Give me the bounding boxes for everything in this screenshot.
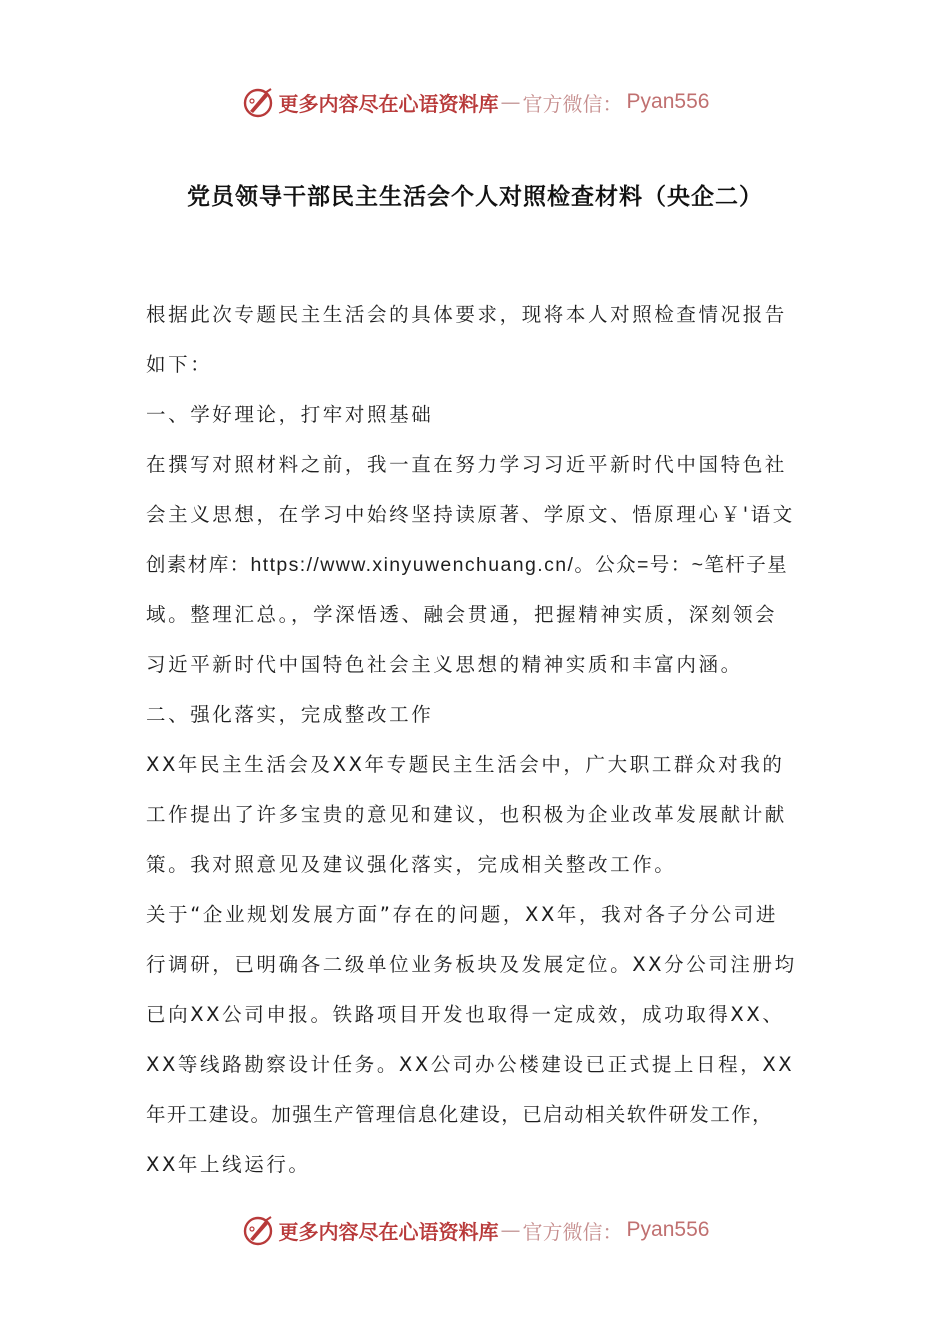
text-line: 已向XX公司申报。铁路项目开发也取得一定成效，成功取得XX、 bbox=[146, 1003, 785, 1026]
section-heading: 一、学好理论，打牢对照基础 bbox=[146, 403, 434, 426]
text-line: 策。我对照意见及建议强化落实，完成相关整改工作。 bbox=[146, 853, 677, 876]
banner-dash: — bbox=[500, 90, 521, 114]
text-line: 在撰写对照材料之前，我一直在努力学习习近平新时代中国特色社 bbox=[146, 453, 787, 476]
text-line: 域。整理汇总。，学深悟透、融会贯通，把握精神实质，深刻领会 bbox=[146, 603, 778, 626]
text-line: 关于“企业规划发展方面”存在的问题，XX年，我对各子分公司进 bbox=[146, 903, 778, 926]
section-heading: 二、强化落实，完成整改工作 bbox=[146, 703, 434, 726]
document-title: 党员领导干部民主生活会个人对照检查材料（央企二） bbox=[187, 184, 763, 210]
wechat-id: Pyan556 bbox=[626, 90, 710, 113]
footer-banner bbox=[0, 1208, 950, 1252]
text-line: XX年民主生活会及XX年专题民主生活会中，广大职工群众对我的 bbox=[146, 753, 785, 776]
banner-dash: — bbox=[500, 1218, 521, 1242]
text-line: 行调研，已明确各二级单位业务板块及发展定位。XX分公司注册均 bbox=[146, 953, 797, 976]
text-line: 年开工建设。加强生产管理信息化建设，已启动相关软件研发工作， bbox=[146, 1103, 774, 1126]
text-line: 习近平新时代中国特色社会主义思想的精神实质和丰富内涵。 bbox=[146, 653, 743, 676]
brand-name: 更多内容尽在心语资料库 bbox=[278, 91, 499, 116]
official-wechat-label: 官方微信： bbox=[522, 91, 623, 116]
text-line: 根据此次专题民主生活会的具体要求，现将本人对照检查情况报告 bbox=[146, 303, 787, 326]
official-wechat-label: 官方微信： bbox=[522, 1219, 623, 1244]
quill-logo-icon bbox=[241, 1213, 275, 1247]
text-line: 工作提出了许多宝贵的意见和建议，也积极为企业改革发展献计献 bbox=[146, 803, 787, 826]
text-line: XX等线路勘察设计任务。XX公司办公楼建设已正式提上日程，XX bbox=[146, 1053, 795, 1076]
document-body bbox=[146, 290, 818, 1190]
quill-logo-icon bbox=[241, 85, 275, 119]
text-line: 会主义思想，在学习中始终坚持读原著、学原文、悟原理心￥'语文 bbox=[146, 503, 795, 526]
text-line: XX年上线运行。 bbox=[146, 1153, 311, 1176]
brand-name: 更多内容尽在心语资料库 bbox=[278, 1219, 499, 1244]
header-banner bbox=[0, 80, 950, 124]
text-line: 创素材库：https://www.xinyuwenchuang.cn/。公众=号：~笔杆子星 bbox=[146, 554, 788, 576]
text-line: 如下： bbox=[146, 353, 213, 376]
wechat-id: Pyan556 bbox=[626, 1218, 710, 1241]
